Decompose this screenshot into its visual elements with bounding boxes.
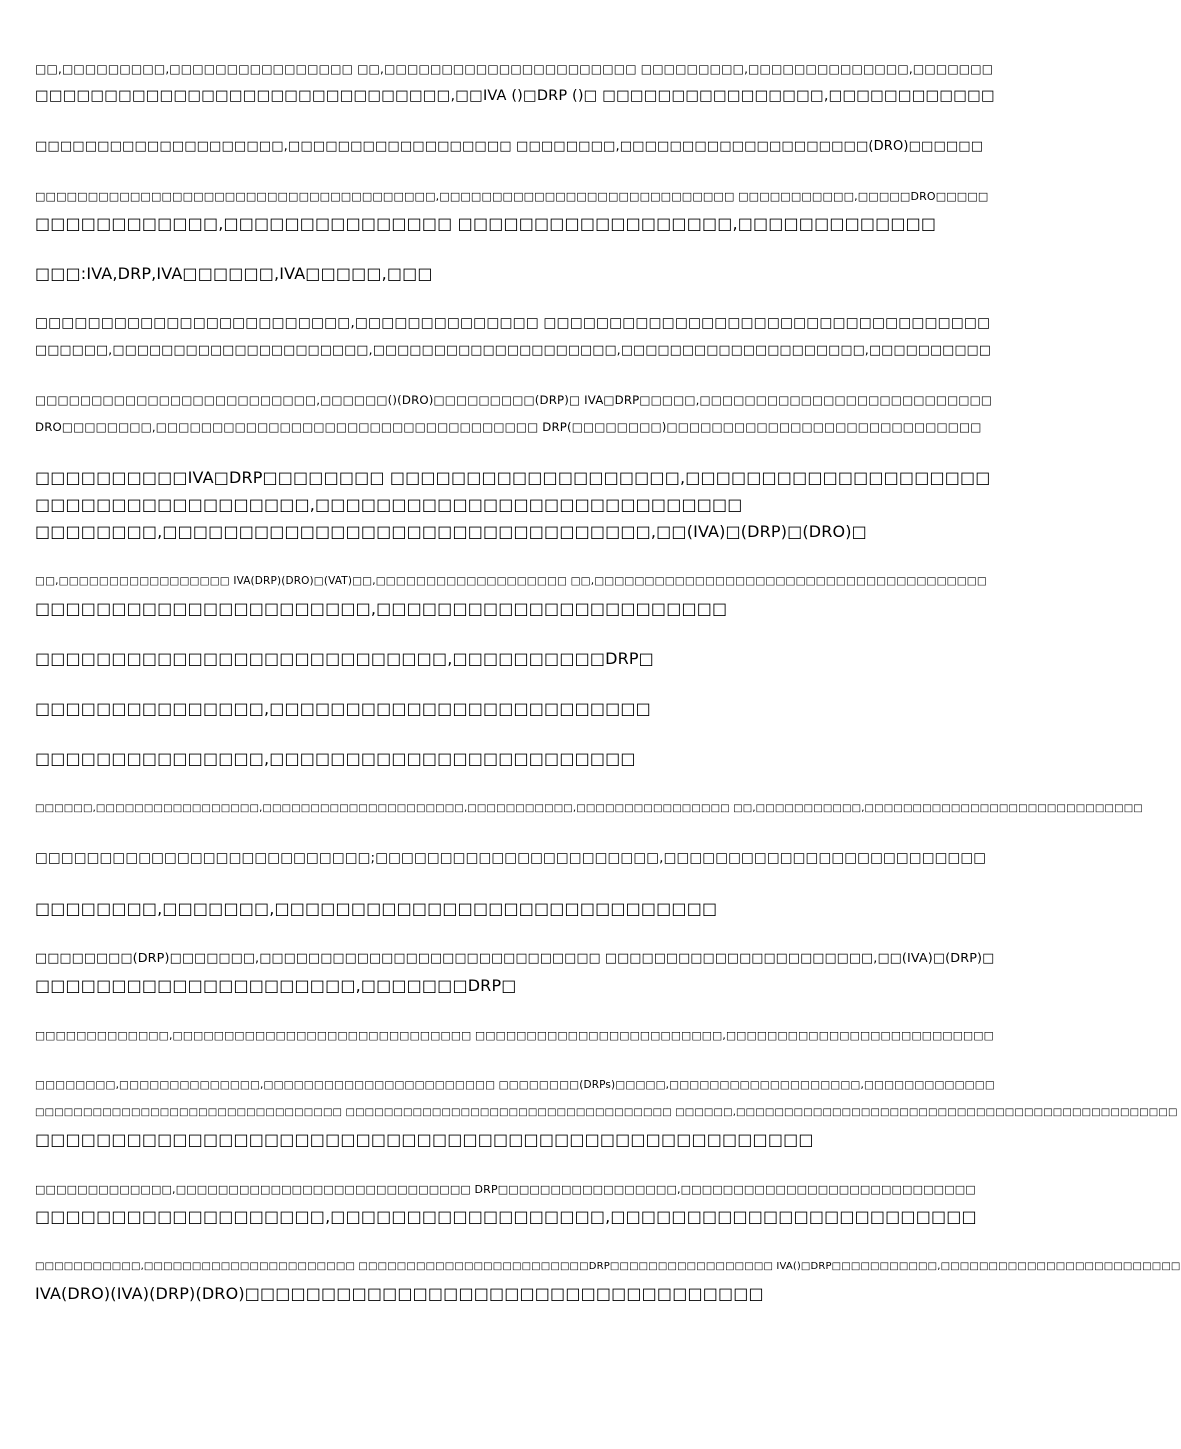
text-line: □□□□□□,□□□□□□□□□□□□□□□□□,□□□□□□□□□□□□□□□□□□□□□,□□□□□□□□□□□,□□□□□□□□□□□□□□□□ □□,□□□□□□□□□□□,□□□□□□□□□□□□□□□□□□□□□□□□□□□□□ <box>35 803 1143 814</box>
paragraph <box>35 945 995 999</box>
text-line: □□□□□□□□□□□□□□□□□□□□□,□□□□□□□DRP□ <box>35 976 517 995</box>
text-line: □□□□□□□□,□□□□□□□,□□□□□□□□□□□□□□□□□□□□□□□□□□□□□ <box>35 899 718 918</box>
text-line: □□□□□□□□□□□□□□□□□□□□□□□□□□;□□□□□□□□□□□□□□□□□□□□□□,□□□□□□□□□□□□□□□□□□□□□□□□□ <box>35 850 987 866</box>
text-line: □□□□□□□□□□□□□□□,□□□□□□□□□□□□□□□□□□□□□□□□ <box>35 749 636 768</box>
text-line: □□□□□□□□□□□□□□□□□□□,□□□□□□□□□□□□□□□□□□,□□□□□□□□□□□□□□□□□□□□□□□□ <box>35 1207 977 1226</box>
text-line: □□□□□□□□□□□□□□□,□□□□□□□□□□□□□□□□□□□□□□□□□ <box>35 699 651 718</box>
text-line: □□□□□□□□,□□□□□□□□□□□□□□□□□□□□□□□□□□□□□□□□,□□(IVA)□(DRP)□(DRO)□ <box>35 522 867 541</box>
text-line: □□□□□□□□□□□□□□□□□□□□□□□□□□□,□□□□□□□□□□DRP□ <box>35 649 654 668</box>
paragraph <box>35 695 995 722</box>
text-line: □□□□□□□□□□□□□□□□□□□□□□□□,□□□□□□□□□□□□□□ □□□□□□□□□□□□□□□□□□□□□□□□□□□□□□□□□□ <box>35 315 991 331</box>
text-line: □□□□□□□□□□□□□□□□□□□□□□□□□,□□□□□□()(DRO)□□□□□□□□□(DRP)□ IVA□DRP□□□□□,□□□□□□□□□□□□□□□□□□□□□□□□□□ <box>35 393 993 407</box>
text-line: □□□□□□□□□□□□□□□□□□□□□□□□□□□□□□□□□□□□□□□□□□□□□□□□□□□ <box>35 1130 814 1149</box>
text-line: □□□□□□□□□□□□□□□□□□□□,□□□□□□□□□□□□□□□□□□ □□□□□□□□,□□□□□□□□□□□□□□□□□□□□(DRO)□□□□□□ <box>35 139 984 154</box>
text-line: □□□□□□□□□□□□□□□□□□,□□□□□□□□□□□□□□□□□□□□□□□□□□□□ <box>35 495 743 514</box>
text-line: □□□□□□□□□□□□□□□□□□□□□□□□□□□□□□□□ □□□□□□□□□□□□□□□□□□□□□□□□□□□□□□□□□□ □□□□□□,□□□□□□□□□□□□□□□□□□□□□□□□□□□□□□□□□□□□□□□□□□□□□□ <box>35 1107 1178 1118</box>
text-line: □□□□□□□□□□IVA□DRP□□□□□□□□ □□□□□□□□□□□□□□□□□□□,□□□□□□□□□□□□□□□□□□□□ <box>35 468 991 487</box>
text-line: □□,□□□□□□□□□□□□□□□□□ IVA(DRP)(DRO)□(VAT)□□,□□□□□□□□□□□□□□□□□□□ □□,□□□□□□□□□□□□□□□□□□□□□□□□□□□□□□□□□□□□□□□ <box>35 575 987 587</box>
text-line: DRO□□□□□□□□,□□□□□□□□□□□□□□□□□□□□□□□□□□□□□□□□□□ DRP(□□□□□□□□)□□□□□□□□□□□□□□□□□□□□□□□□□□□□ <box>35 420 982 434</box>
paragraph <box>35 795 1143 822</box>
paragraph <box>35 387 995 441</box>
document-page <box>35 56 1181 1330</box>
paragraph <box>35 133 995 160</box>
text-line: □□□□□□□□□□□□□□□□□□□□□□□□□□□□□□,□□IVA ()□DRP ()□ □□□□□□□□□□□□□□□□,□□□□□□□□□□□□ <box>35 88 995 104</box>
paragraph <box>35 1072 1178 1153</box>
text-line: □□□□□□□□□□□,□□□□□□□□□□□□□□□□□□□□□□ □□□□□□□□□□□□□□□□□□□□□□□□DRP□□□□□□□□□□□□□□□□□ IVA()□DRP□□□□□□□□□□□,□□□□□□□□□□□□□□□□□□□□□□□□□ <box>35 1261 1181 1272</box>
paragraph <box>35 260 995 287</box>
text-line: □□,□□□□□□□□□,□□□□□□□□□□□□□□□□ □□,□□□□□□□□□□□□□□□□□□□□□□ □□□□□□□□□,□□□□□□□□□□□□□□,□□□□□□□ <box>35 62 994 76</box>
text-line: □□□□□□□□□□□□□□□□□□□□□□,□□□□□□□□□□□□□□□□□□□□□□□ <box>35 599 728 618</box>
paragraph <box>35 56 995 110</box>
paragraph <box>35 1176 995 1230</box>
text-line: IVA(DRO)(IVA)(DRP)(DRO)□□□□□□□□□□□□□□□□□□□□□□□□□□□□□□□□□□ <box>35 1284 764 1303</box>
text-line: □□□□□□□□□□□□□,□□□□□□□□□□□□□□□□□□□□□□□□□□□□ DRP□□□□□□□□□□□□□□□□□,□□□□□□□□□□□□□□□□□□□□□□□□□□□□ <box>35 1183 976 1196</box>
paragraph <box>35 568 995 622</box>
paragraph <box>35 845 995 872</box>
text-line: □□□□□□□□□□□□□,□□□□□□□□□□□□□□□□□□□□□□□□□□□□□ □□□□□□□□□□□□□□□□□□□□□□□□,□□□□□□□□□□□□□□□□□□□□□□□□□□ <box>35 1029 994 1042</box>
text-line: □□□□□□□□□□□□,□□□□□□□□□□□□□□□ □□□□□□□□□□□□□□□□□□,□□□□□□□□□□□□□ <box>35 214 937 233</box>
paragraph <box>35 183 995 237</box>
paragraph <box>35 1022 995 1049</box>
paragraph <box>35 1253 1181 1307</box>
paragraph <box>35 745 995 772</box>
text-line: □□□□□□□□□□□□□□□□□□□□□□□□□□□□□□□□□□□□□□,□□□□□□□□□□□□□□□□□□□□□□□□□□□□ □□□□□□□□□□□,□□□□□DRO□□□□□ <box>35 190 989 203</box>
text-line: □□□:IVA,DRP,IVA□□□□□□,IVA□□□□□,□□□ <box>35 264 433 283</box>
text-line: □□□□□□□□,□□□□□□□□□□□□□□,□□□□□□□□□□□□□□□□□□□□□□□ □□□□□□□□(DRPs)□□□□□,□□□□□□□□□□□□□□□□□□□,□□□□□□□□□□□□□ <box>35 1079 995 1091</box>
paragraph <box>35 895 995 922</box>
text-line: □□□□□□□□(DRP)□□□□□□□,□□□□□□□□□□□□□□□□□□□□□□□□□□□□ □□□□□□□□□□□□□□□□□□□□□□,□□(IVA)□(DRP)□ <box>35 951 995 966</box>
paragraph <box>35 310 995 364</box>
paragraph <box>35 464 995 545</box>
text-line: □□□□□□,□□□□□□□□□□□□□□□□□□□□□,□□□□□□□□□□□□□□□□□□□□,□□□□□□□□□□□□□□□□□□□□,□□□□□□□□□□ <box>35 343 991 358</box>
paragraph <box>35 645 995 672</box>
